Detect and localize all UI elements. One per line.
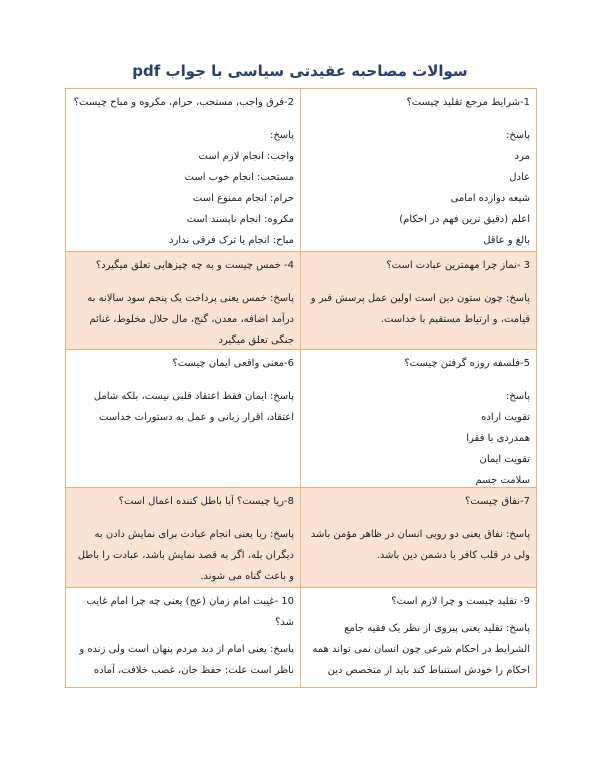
question-cell-5 — [301, 350, 536, 487]
question-text: 1-شرایط مرجع تقلید چیست؟ — [406, 97, 530, 108]
answer-line: حرام: انجام ممنوع است — [192, 193, 294, 204]
answer-line: شیعه دوازده امامی — [450, 193, 530, 204]
qa-table — [65, 88, 537, 688]
question-cell-7 — [301, 488, 536, 587]
question-cell-2 — [66, 89, 301, 251]
question-text: 4- خمس چیست و به چه چیزهایی تعلق میگیرد؟ — [95, 260, 294, 271]
answer-line: اعلم (دقیق ترین فهم در احکام) — [399, 214, 530, 225]
table-row — [66, 349, 536, 487]
question-text: 7-نفاق چیست؟ — [464, 496, 530, 507]
answer-line: مستحب: انجام خوب است — [184, 172, 294, 183]
answer-line: عادل — [509, 172, 530, 183]
answer-line: تقویت اراده — [481, 412, 530, 423]
question-cell-8 — [66, 488, 301, 587]
answer-text: پاسخ: خمس یعنی پرداخت یک پنجم سود سالانه به درآمد اضافه، معدن، گنج، مال حلال مخلوط، غنائم جنگی تعلق میگیرد — [87, 293, 294, 346]
table-row — [66, 587, 536, 687]
question-text: 10 -غیبت امام زمان (عج) یعنی چه چرا امام غایب شد؟ — [86, 596, 294, 628]
question-cell-10 — [66, 588, 301, 687]
answer-text: پاسخ: ایمان فقط اعتقاد قلبی نیست، بلکه شامل اعتقاد، اقرار زبانی و عمل به دستورات خداست — [93, 391, 294, 423]
answer-line: سلامت جسم — [475, 475, 530, 486]
table-row — [66, 89, 536, 251]
question-text: 5-فلسفه روزه گرفتن چیست؟ — [404, 358, 530, 369]
answer-line: واجب: انجام لازم است — [198, 151, 294, 162]
question-cell-4 — [66, 252, 301, 349]
answer-text: پاسخ: یعنی امام از دید مردم پنهان است ولی زنده و ناظر است علت: حفظ جان، غصب خلافت، آماده — [79, 644, 294, 676]
question-text: 6-معنی واقعی ایمان چیست؟ — [172, 358, 294, 369]
answer-text: پاسخ: نفاق یعنی دو رویی انسان در ظاهر مؤمن باشد ولی در قلب کافر یا دشمن دین باشد. — [310, 529, 530, 561]
answer-text: پاسخ: چون ستون دین است اولین عمل پرسش قبر و قیامت، و ارتباط مستقیم با خداست. — [310, 293, 530, 325]
question-cell-9 — [301, 588, 536, 687]
answer-line: تقویت ایمان — [479, 454, 530, 465]
table-row — [66, 487, 536, 587]
question-text: 8-ریا چیست؟ آیا باطل کننده اعمال است؟ — [118, 496, 294, 507]
answer-line: پاسخ: — [505, 130, 530, 141]
answer-line: همدردی با فقرا — [466, 433, 530, 444]
answer-text: پاسخ: ریا یعنی انجام عبادت برای نمایش دادن به دیگران بله، اگر به قصد نمایش باشد، عبادت را باطل و باعث گناه می شوند. — [77, 529, 294, 582]
answer-line: مرد — [514, 151, 530, 162]
question-text: 2-فرق واجب، مستحب، حرام، مکروه و مباح چیست؟ — [73, 97, 294, 108]
table-row — [66, 251, 536, 349]
answer-line: پاسخ: — [269, 130, 294, 141]
answer-text: پاسخ: تقلید یعنی پیروی از نظر یک فقیه جامع الشرایط در احکام شرعی چون انسان نمی تواند همه احکام را خودش استنباط کند باید از متخصص دین — [312, 623, 530, 676]
question-cell-6 — [66, 350, 301, 487]
answer-line: مباح: انجام یا ترک فرقی ندارد — [169, 235, 294, 246]
answer-line: پاسخ: — [505, 391, 530, 402]
question-cell-1 — [301, 89, 536, 251]
answer-line: بالغ و عاقل — [483, 235, 530, 246]
question-cell-3 — [301, 252, 536, 349]
page-title: سوالات مصاحبه عقیدتی سیاسی با جواب pdf — [132, 62, 468, 80]
question-text: 9- تقلید چیست و چرا لازم است؟ — [391, 596, 530, 607]
answer-line: مکروه: انجام ناپسند است — [186, 214, 294, 225]
question-text: 3 -نماز چرا مهمترین عبادت است؟ — [386, 260, 530, 271]
